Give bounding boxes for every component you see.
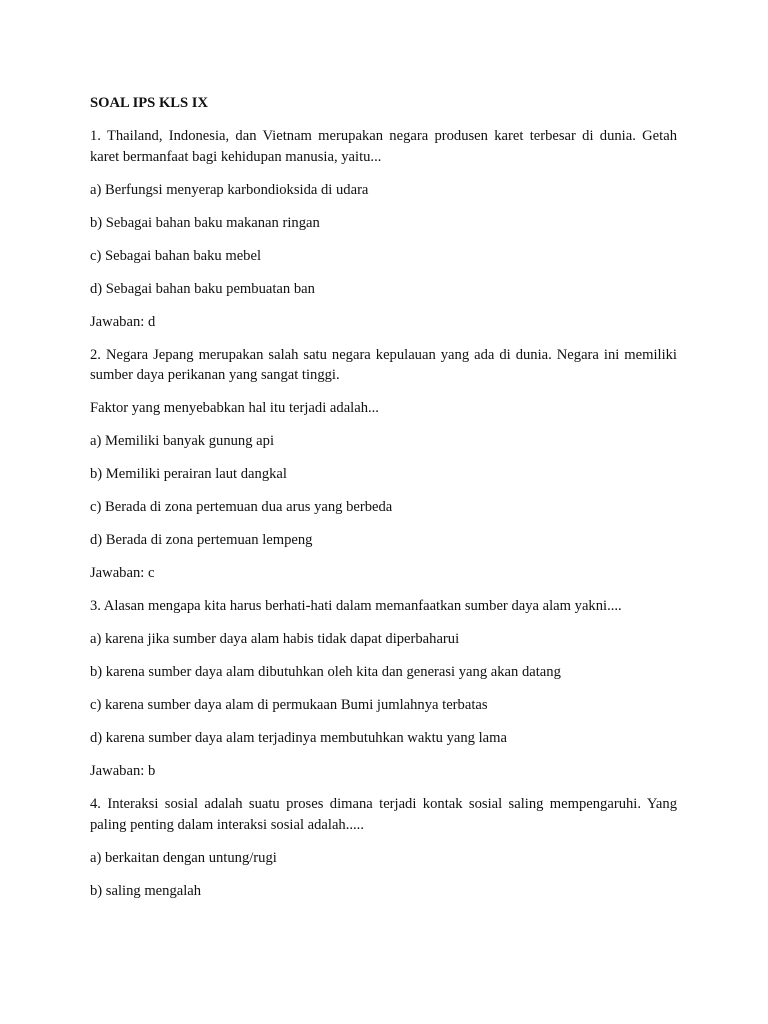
q2-option-a: a) Memiliki banyak gunung api <box>90 433 275 449</box>
q3-answer: Jawaban: b <box>90 763 156 779</box>
q4-option-b: b) saling mengalah <box>90 882 202 899</box>
q1-answer: Jawaban: d <box>90 313 156 330</box>
q2-option-d: d) Berada di zona pertemuan lempeng <box>90 532 313 548</box>
q2-option-c: c) Berada di zona pertemuan dua arus yang berbeda <box>90 499 393 515</box>
q3-option-d: d) karena sumber daya alam terjadinya membutuhkan waktu yang lama <box>90 730 507 746</box>
question-3: 3. Alasan mengapa kita harus berhati-hati dalam memanfaatkan sumber daya alam yakni.... <box>90 598 622 614</box>
q3-option-b: b) karena sumber daya alam dibutuhkan oleh kita dan generasi yang akan datang <box>90 664 561 680</box>
q2-answer: Jawaban: c <box>90 565 155 581</box>
question-4: 4. Interaksi sosial adalah suatu proses dimana terjadi kontak sosial saling mempengaruhi. Yang paling penting dalam interaksi sosial adalah..... <box>90 796 677 833</box>
q1-option-b: b) Sebagai bahan baku makanan ringan <box>90 214 320 231</box>
q3-option-c: c) karena sumber daya alam di permukaan Bumi jumlahnya terbatas <box>90 697 488 713</box>
question-1: 1. Thailand, Indonesia, dan Vietnam merupakan negara produsen karet terbesar di dunia. Getah karet bermanfaat bagi kehidupan manusia, yaitu... <box>90 128 677 165</box>
question-2: 2. Negara Jepang merupakan salah satu negara kepulauan yang ada di dunia. Negara ini memiliki sumber daya perikanan yang sangat tinggi. <box>90 346 677 383</box>
document-title: SOAL IPS KLS IX <box>90 95 209 111</box>
q3-option-a: a) karena jika sumber daya alam habis tidak dapat diperbaharui <box>90 631 460 647</box>
document-page <box>90 93 677 914</box>
q2-option-b: b) Memiliki perairan laut dangkal <box>90 466 287 482</box>
q4-option-a: a) berkaitan dengan untung/rugi <box>90 849 277 866</box>
q2-subquestion: Faktor yang menyebabkan hal itu terjadi adalah... <box>90 400 379 416</box>
q1-option-c: c) Sebagai bahan baku mebel <box>90 247 261 264</box>
q1-option-a: a) Berfungsi menyerap karbondioksida di udara <box>90 181 369 198</box>
q1-option-d: d) Sebagai bahan baku pembuatan ban <box>90 280 315 297</box>
